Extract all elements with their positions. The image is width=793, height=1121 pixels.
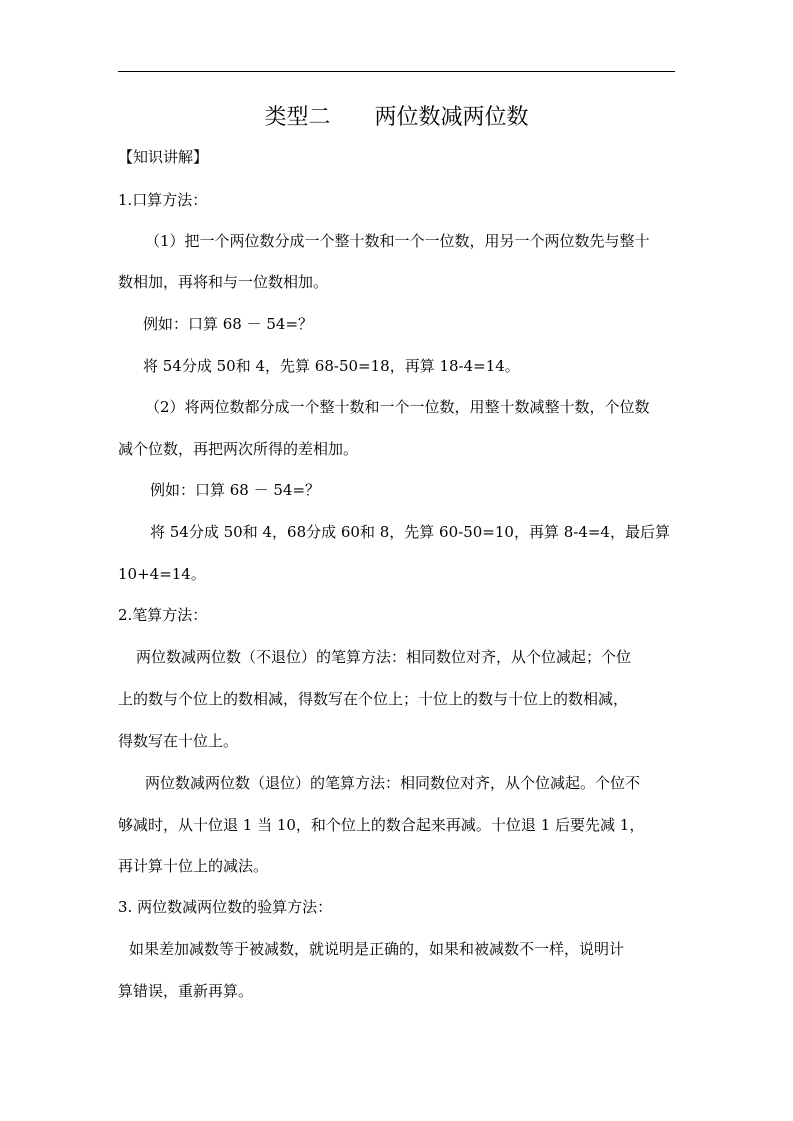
written-borrow-line1: 两位数减两位数（退位）的笔算方法：相同数位对齐，从个位减起。个位不 xyxy=(145,774,641,792)
oral-method-heading: 1.口算方法： xyxy=(118,191,208,209)
written-method-heading: 2.笔算方法： xyxy=(118,606,208,624)
oral-example2-solution-line2: 10+4=14。 xyxy=(118,565,206,583)
check-method-line2: 算错误，重新再算。 xyxy=(118,982,254,1000)
check-method-line1: 如果差加减数等于被减数，就说明是正确的，如果和被减数不一样，说明计 xyxy=(129,940,625,958)
oral-example1-label: 例如：口算 68 － 54=？ xyxy=(143,315,314,333)
oral-method1-line1: （1）把一个两位数分成一个整十数和一个一位数，用另一个两位数先与整十 xyxy=(145,232,650,250)
written-borrow-line2: 够减时，从十位退 1 当 10，和个位上的数合起来再减。十位退 1 后要先减 1， xyxy=(118,816,645,834)
section-label: 【知识讲解】 xyxy=(118,148,209,166)
oral-method2-line1: （2）将两位数都分成一个整十数和一个一位数，用整十数减整十数，个位数 xyxy=(145,398,650,416)
written-no-borrow-line2: 上的数与个位上的数相减，得数写在个位上；十位上的数与十位上的数相减， xyxy=(118,690,629,708)
oral-method2-line2: 减个位数，再把两次所得的差相加。 xyxy=(118,440,359,458)
written-no-borrow-line3: 得数写在十位上。 xyxy=(118,732,239,750)
page-title: 类型二 两位数减两位数 xyxy=(264,105,529,130)
written-no-borrow-line1: 两位数减两位数（不退位）的笔算方法：相同数位对齐，从个位减起；个位 xyxy=(136,648,632,666)
oral-example2-solution-line1: 将 54分成 50和 4，68分成 60和 8，先算 60-50=10，再算 8-4=4，最后算 xyxy=(150,523,670,541)
check-method-heading: 3. 两位数减两位数的验算方法： xyxy=(118,898,333,916)
written-borrow-line3: 再计算十位上的减法。 xyxy=(118,857,269,875)
oral-method1-line2: 数相加，再将和与一位数相加。 xyxy=(118,273,329,291)
oral-example1-solution: 将 54分成 50和 4，先算 68-50=18，再算 18-4=14。 xyxy=(143,357,520,375)
oral-example2-label: 例如：口算 68 － 54=？ xyxy=(150,481,321,499)
header-rule xyxy=(118,71,675,72)
